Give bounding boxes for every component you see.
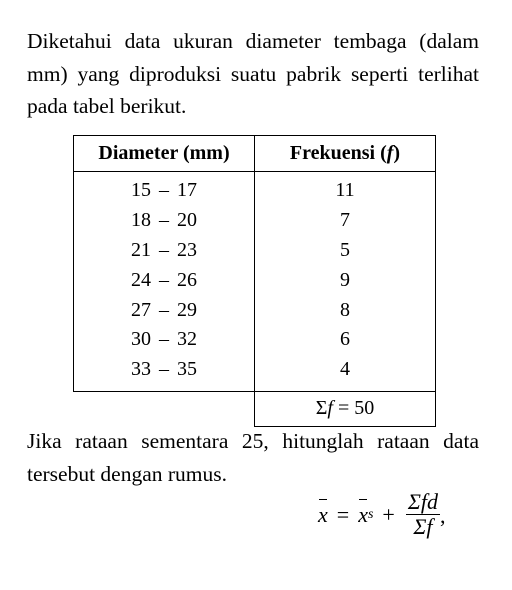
frequency-cell: 11 [255,172,436,206]
frequency-cell: 7 [255,206,436,236]
header-diameter: Diameter (mm) [74,136,255,172]
range-high: 20 [177,209,197,232]
range-high: 35 [177,358,197,381]
frequency-cell: 9 [255,265,436,295]
diameter-cell [74,265,255,295]
diameter-cell [74,295,255,325]
formula-mean-symbol: x [318,502,328,528]
range-dash: – [159,328,169,351]
range-high: 32 [177,328,197,351]
frequency-cell: 4 [255,355,436,391]
range-low: 33 [131,358,151,381]
range-low: 18 [131,209,151,232]
formula-plus: + [382,501,395,527]
formula-assumed-mean: x [358,502,368,528]
table-header-row [74,136,436,172]
range-dash: – [159,209,169,232]
range-low: 30 [131,328,151,351]
mean-formula [318,490,446,539]
range-high: 23 [177,238,197,261]
range-dash: – [159,179,169,202]
diameter-cell [74,206,255,236]
frequency-cell: 8 [255,295,436,325]
question-paragraph: Jika rataan sementara 25, hitunglah rataan data tersebut dengan rumus. [27,429,479,486]
range-low: 24 [131,268,151,291]
header-frequency: Frekuensi (f) [255,136,436,172]
formula-fraction [406,490,440,539]
range-low: 21 [131,238,151,261]
range-dash: – [159,268,169,291]
frequency-cell: 5 [255,236,436,266]
range-high: 26 [177,268,197,291]
diameter-cell [74,172,255,206]
formula-equals: = [336,501,350,527]
formula-comma: , [440,503,446,528]
table-row [74,295,436,325]
range-low: 15 [131,179,151,202]
frequency-table [73,135,436,427]
intro-paragraph: Diketahui data ukuran diameter tembaga (dalam mm) yang diproduksi suatu pabrik seperti terlihat pada tabel berikut. [27,29,479,118]
table-row [74,206,436,236]
table-row [74,265,436,295]
diameter-cell [74,355,255,391]
formula-denominator: Σf [413,514,433,539]
range-dash: – [159,238,169,261]
range-dash: – [159,358,169,381]
table-row [74,236,436,266]
sum-row [74,391,436,426]
table-row [74,172,436,206]
empty-cell [74,391,255,426]
diameter-cell [74,325,255,355]
diameter-cell [74,236,255,266]
table-row [74,325,436,355]
frequency-sum: Σf = 50 [255,391,436,426]
range-low: 27 [131,298,151,321]
range-high: 29 [177,298,197,321]
table-row [74,355,436,391]
formula-subscript: s [367,506,374,522]
range-high: 17 [177,179,197,202]
frequency-cell: 6 [255,325,436,355]
formula-numerator: Σfd [407,489,439,514]
range-dash: – [159,298,169,321]
